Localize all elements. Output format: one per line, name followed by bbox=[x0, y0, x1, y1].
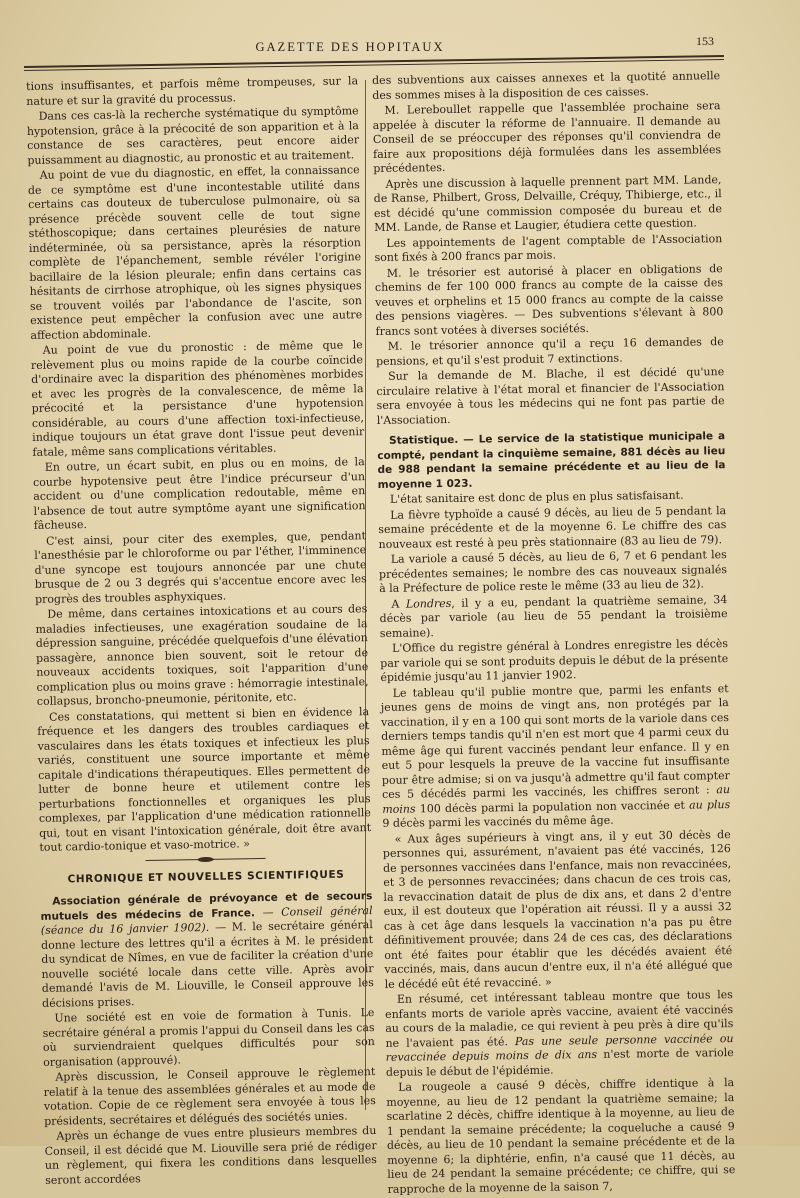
londres-italic: Londres bbox=[405, 596, 452, 611]
paragraph: Dans ces cas-là la recherche systématique du symptôme hypotension, grâce à la précocité de son apparition et à la constance de ses caractères, peut encore aider puissamment au diagnostic, au pronostic et au traitement. bbox=[26, 104, 360, 167]
paragraph: C'est ainsi, pour citer des exemples, que, pendant l'anesthésie par le chloroforme ou par l'éther, l'imminence d'une syncope est toujours annoncée par une chute brusque de 2 ou 3 degrés qui s'accentue encore avec les progrès des troubles asphyxiques. bbox=[34, 528, 367, 606]
paragraph: L'Office du registre général à Londres enregistre les décès par variole qui se sont produits depuis le début de la présente épidémie jusqu'au 11 janvier 1902. bbox=[380, 637, 729, 684]
association-session: Conseil général (séance du 16 janvier 1902). bbox=[40, 903, 373, 937]
text-run: 9 décès parmi les vaccinés du même âge. bbox=[382, 813, 614, 830]
paragraph-resume bbox=[385, 988, 734, 1080]
paragraph: Après discussion, le Conseil approuve le règlement relatif à la tenue des assemblées générales et au mode de votation. Copie de ce règlement sera envoyée à tous les présidents, secrétaires et délégués des sociétés unies. bbox=[43, 1065, 376, 1128]
text-run: En résumé, cet intéressant tableau montre que tous les enfants morts de variole après vaccine, avaient été vaccinés au cours de la maladie, ce qui revient à peu près à dire qu'ils ne l'avaient pas été. bbox=[385, 988, 734, 1050]
paragraph: En outre, un écart subit, en plus ou en moins, de la courbe hypotensive peut être l'indice précurseur d'un accident ou d'une complication redoutable, même en l'absence de tout autre symptôme ayant une signification fâcheuse. bbox=[32, 455, 366, 532]
paragraph-londres bbox=[379, 593, 728, 641]
italic-run: au plus bbox=[689, 797, 731, 812]
paragraph: Au point de vue du diagnostic, en effet, la connaissance de ce symptôme est d'une incontestable utilité dans certains cas douteux de tuberculose pulmonaire, où sa présence précède souvent celle de tout signe stéthoscopique; dans certaines pleurésies de nature indéterminée, où sa persistance, après la résorption complète de l'épanchement, semble révéler l'origine bacillaire de la lésion pleurale; enfin dans certains cas hésitants de cirrhose atrophique, où les signes physiques se trouvent voilés par l'abondance de l'ascite, son existence peut empêcher la confusion avec une autre affection abdominale. bbox=[27, 163, 363, 342]
paragraph: La rougeole a causé 9 décès, chiffre identique à la moyenne, au lieu de 12 pendant la quatrième semaine; la scarlatine 2 décès, chiffre identique à la moyenne, au lieu de 1 pendant la semaine précédente; la coqueluche a causé 9 décès, au lieu de 10 pendant la semaine précédente et de la moyenne 6; la diphtérie, enfin, n'a causé que 11 décès, au lieu de 24 pendant la semaine précédente; ce chiffre, qui se rapproche de la moyenne de la saison 7, bbox=[386, 1076, 736, 1196]
text-run: 100 décès parmi la population non vaccinée et bbox=[415, 798, 690, 815]
paragraph: Ces constatations, qui mettent si bien en évidence la fréquence et les dangers des troubles cardiaques et vasculaires dans les états toxiques et infectieux les plus variés, constituent une source importante et même capitale d'indications thérapeutiques. Elles permettent de lutter de bonne heure et utilement contre les perturbations fonctionnelles et organiques les plus complexes, par l'application d'une médication rationnelle qui, tout en visant l'intoxication générale, doit être avant tout cardio-tonique et vaso-motrice. » bbox=[37, 704, 372, 854]
text-run: , il y a eu, pendant la quatrième semaine, 34 décès par variole (au lieu de 55 pendant la troisième semaine). bbox=[379, 592, 728, 640]
paragraph: M. le trésorier est autorisé à placer en obligations de chemins de fer 100 000 francs au compte de la caisse des veuves et orphelins et 15 000 francs au compte de la caisse des pensions viagères. — Des subventions s'élevant à 800 francs sont votées à diverses sociétés. bbox=[374, 261, 724, 338]
dash: — bbox=[254, 905, 282, 919]
right-column bbox=[372, 69, 736, 1198]
paragraph: La fièvre typhoïde a causé 9 décès, au lieu de 5 pendant la semaine précédente et de la moyenne 6. Le chiffre des cas nouveaux est resté à peu près stationnaire (83 au lieu de 79). bbox=[378, 503, 727, 551]
text-run: Le tableau qu'il publie montre que, parmi les enfants et jeunes gens de moins de vingt ans, non protégés par la vaccination, il y en a 100 qui sont morts de la variole dans ces derniers temps tandis qu'il n'en est mort que 4 parmi ceux du même âge qui furent vaccinés pendant leur enfance. Il y en eut 5 pour lesquels la preuve de la vaccine fut insuffisante pour être admise; si on va jusqu'à admettre qu'il faut compter ces 5 décédés parmi les vaccinés, les chiffres seront : bbox=[380, 681, 730, 801]
paragraph: Au point de vue du pronostic : de même que le relèvement plus ou moins rapide de la courbe coïncide d'ordinaire avec la disparition des phénomènes morbides et avec les progrès de la convalescence, de même la précocité et la persistance d'une hypotension considérable, au cours d'une affection toxi-infectieuse, indique toujours un état grave dont l'issue peut devenir fatale, même sans complications véritables. bbox=[30, 338, 365, 459]
section-title: CHRONIQUE ET NOUVELLES SCIENTIFIQUES bbox=[67, 868, 345, 885]
page-number: 153 bbox=[696, 34, 714, 48]
paragraph: Sur la demande de M. Blache, il est décidé qu'une circulaire relative à l'état moral et financier de l'Association sera envoyée à tous les médecins qui ne font pas partie de l'Association. bbox=[376, 365, 725, 427]
ornament-divider bbox=[146, 857, 266, 860]
association-lead: Association générale de prévoyance et de secours mutuels des médecins de France. bbox=[40, 890, 373, 923]
paragraph: Les appointements de l'agent comptable de l'Association sont fixés à 200 francs par mois. bbox=[374, 231, 723, 264]
italic-run: Pas une seule personne vaccinée ou revaccinée depuis moins de dix ans bbox=[385, 1031, 734, 1064]
statistique-lead: Statistique. bbox=[389, 433, 459, 447]
paragraph: Après un échange de vues entre plusieurs membres du Conseil, il est décidé que M. Liouville sera prié de rédiger un règlement, qui fixera les conditions dans lesquelles seront accordées bbox=[44, 1124, 378, 1187]
statistique-text: — Le service de la statistique municipale a compté, pendant la cinquième semaine, 881 décès au lieu de 988 pendant la semaine précédente et au lieu de la moyenne 1 023. bbox=[377, 430, 726, 491]
paragraph: Après une discussion à laquelle prennent part MM. Lande, de Ranse, Philbert, Gross, Delvaille, Créquy, Thibierge, etc., il est décidé qu'une commission composée du bureau et de MM. Lande, de Ranse et Laugier, étudiera cette question. bbox=[373, 172, 722, 234]
paragraph: De même, dans certaines intoxications et au cours des maladies infectieuses, une exagération soudaine de la dépression sanguine, précédée quelquefois d'une élévation passagère, annonce bien souvent, soit le retour de nouveaux accidents toxiques, soit l'apparition d'une complication plus ou moins grave : hémorragie intestinale, collapsus, broncho-pneumonie, péritonite, etc. bbox=[35, 602, 369, 708]
text-run: n'est morte de variole depuis le début de l'épidémie. bbox=[385, 1046, 734, 1079]
paragraph-quote: « Aux âges supérieurs à vingt ans, il y eut 30 décès de personnes qui, assurément, n'avaient pas été vaccinés, 126 de personnes vaccinées dans l'enfance, mais non revaccinées, et 3 de personnes revaccinées; dans chacun de ces trois cas, la revaccination datait de plus de dix ans, et dans 2 d'entre eux, il est douteux que l'opération ait réussi. Il y a aussi 32 cas à cet âge dans lesquels la vaccination n'a pas pu être définitivement prouvée; dans 24 de ces cas, des déclarations ont été faites pour établir que les décédés avaient été vaccinés, mais, dans aucun d'entre eux, il n'a été allégué que le décédé eût été revacciné. » bbox=[382, 827, 733, 991]
left-column bbox=[26, 74, 377, 1189]
italic-run: au moins bbox=[382, 783, 731, 816]
paragraph: M. Lereboullet rappelle que l'assemblée prochaine sera appelée à discuter la réforme de l'annuaire. Il demande au Conseil de se préoccuper des réponses qu'il conviendra de faire aux propositions déjà formulées dans les assemblées précédentes. bbox=[372, 99, 722, 175]
paragraph-statistique bbox=[377, 429, 726, 492]
page-header: GAZETTE DES HOPITAUX bbox=[255, 40, 445, 54]
paragraph: des subventions aux caisses annexes et la quotité annuelle des sommes mises à la disposition de ces caisses. bbox=[372, 69, 721, 102]
paragraph-tableau bbox=[381, 682, 731, 832]
paragraph: Une société est en voie de formation à Tunis. Le secrétaire général a promis l'appui du Conseil dans les cas où surviendraient quelques difficultés pour son organisation (approuvé). bbox=[42, 1006, 375, 1069]
paragraph: La variole a causé 5 décès, au lieu de 6, 7 et 6 pendant les précédentes semaines; le nombre des cas nouveaux signalés à la Préfecture de police reste le même (33 au lieu de 32). bbox=[378, 548, 728, 595]
paragraph-association bbox=[40, 889, 374, 1011]
association-text: — M. le secrétaire général donne lecture des lettres qu'il a écrites à M. le président du syndicat de Nîmes, en vue de faciliter la création d'une nouvelle société locale dans cette ville. Après avoir demandé l'avis de M. Liouville, le Conseil approuve les décisions prises. bbox=[40, 918, 374, 1010]
text-run: A bbox=[391, 597, 406, 611]
paragraph: tions insuffisantes, et parfois même trompeuses, sur la nature et sur la gravité du processus. bbox=[26, 74, 359, 108]
paragraph: M. le trésorier annonce qu'il a reçu 16 demandes de pensions, et qu'il s'est produit 7 extinctions. bbox=[375, 335, 724, 368]
paragraph: L'état sanitaire est donc de plus en plus satisfaisant. bbox=[389, 488, 684, 506]
